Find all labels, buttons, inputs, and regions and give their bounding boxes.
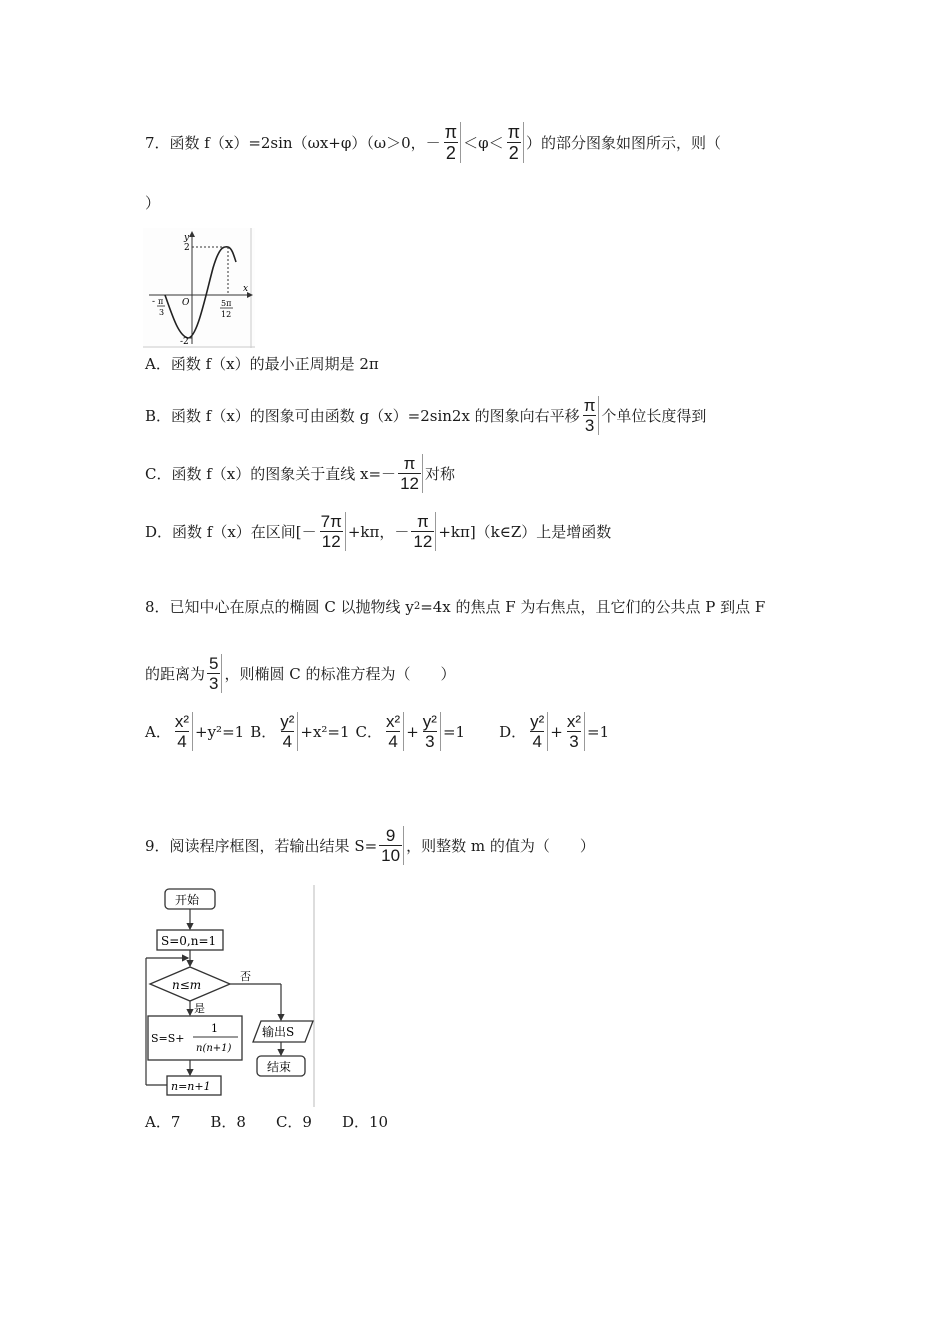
q7-stem-text-b: ）的部分图象如图所示，则（ [526,134,722,152]
graph-y-min: -2 [180,337,189,347]
q7-neg-pi-over-2: $\frac{\pi}{2}$ [443,122,461,163]
flow-yes-label: 是 [194,1002,205,1015]
flow-update-num: 1 [211,1022,218,1035]
q8-five-thirds: $\frac{5}{3}$ [207,654,222,693]
flow-init-label: S=0,n=1 [161,934,217,948]
flow-start-label: 开始 [175,893,200,907]
q7-pi-over-2: $\frac{\pi}{2}$ [506,122,524,163]
q7-d-frac-1: $\frac{7\pi}{12}$ [319,512,346,551]
q9-options: A．7 B．8 C．9 D．10 [145,1113,389,1131]
graph-x-right-den: 12 [221,310,232,319]
q7-stem-close: ） [145,194,161,212]
q9-nine-tenths: $\frac{9}{10}$ [379,826,404,865]
q8-c-frac-1: $\frac{\text{x²}}{4}$ [384,712,404,751]
q7-option-b: B．函数 f（x）的图象可由函数 g（x）=2sin2x 的图象向右平移 $\frac{\pi}{3}$ 个单位长度得到 [145,396,707,435]
q8-d-frac-1: $\frac{\text{y²}}{4}$ [528,712,548,751]
flow-incr-label: n=n+1 [171,1080,211,1093]
q7-option-a: A．函数 f（x）的最小正周期是 2π [145,355,379,373]
flow-no-label: 否 [240,970,251,983]
q8-d-frac-2: $\frac{\text{x²}}{3}$ [565,712,585,751]
q9-stem: 9．阅读程序框图，若输出结果 S= $\frac{9}{10}$ ，则整数 m 的值为（ ） [145,826,595,865]
flow-update-den: n(n+1) [196,1043,232,1054]
q8-b-frac: $\frac{\text{y²}}{4}$ [278,712,298,751]
graph-x-left-num: π [158,297,164,306]
q7-option-d: D．函数 f（x）在区间[－ $\frac{7\pi}{12}$ +kπ，－ $\frac{\pi}{12}$ +kπ]（k∈Z）上是增函数 [145,512,612,551]
q7-stem-text-a: 7．函数 f（x）=2sin（ωx+φ）（ω＞0，－ [145,134,441,152]
q7-b-frac: $\frac{\pi}{3}$ [582,396,600,435]
flow-cond-label: n≤m [172,978,202,992]
q7-c-frac: $\frac{\pi}{12}$ [398,454,423,493]
flow-output-label: 输出S [262,1025,295,1039]
q7-sine-graph [143,228,255,348]
graph-x-left-den: 3 [159,308,165,317]
q8-stem-line2: 的距离为 $\frac{5}{3}$ ，则椭圆 C 的标准方程为（ ） [145,654,456,693]
flow-end-label: 结束 [267,1060,292,1074]
q8-stem-line1: 8．已知中心在原点的椭圆 C 以抛物线 y 2 =4x 的焦点 F 为右焦点，且它们的公共点 P 到点 F [145,598,766,616]
q7-stem [145,122,721,163]
q7-option-c: C．函数 f（x）的图象关于直线 x=－ $\frac{\pi}{12}$ 对称 [145,454,455,493]
q7-stem-lt: ＜φ＜ [463,134,504,152]
graph-x-right-num: 5π [221,299,232,308]
q7-d-frac-2: $\frac{\pi}{12}$ [411,512,436,551]
graph-x-left-sign: - [152,297,156,307]
q8-c-frac-2: $\frac{\text{y²}}{3}$ [421,712,441,751]
graph-y-max: 2 [184,243,190,253]
q9-flowchart [143,885,318,1107]
q8-options: A． $\frac{\text{x²}}{4}$ +y²=1 B． $\frac{\text{y²}}{4}$ +x²=1 C． $\frac{\text{x²}}{4}$ + $\frac{\text{y²}}{3}$ =1 D． $\frac{\text{y²}}{4}$ + $\frac{\text{x²}}{3}$ =1 [145,712,610,751]
graph-y-label: y [184,233,190,243]
graph-origin: O [182,298,190,308]
graph-x-label: x [243,284,249,294]
q8-a-frac: $\frac{\text{x²}}{4}$ [173,712,193,751]
flow-update-label: S=S+ [151,1032,185,1045]
